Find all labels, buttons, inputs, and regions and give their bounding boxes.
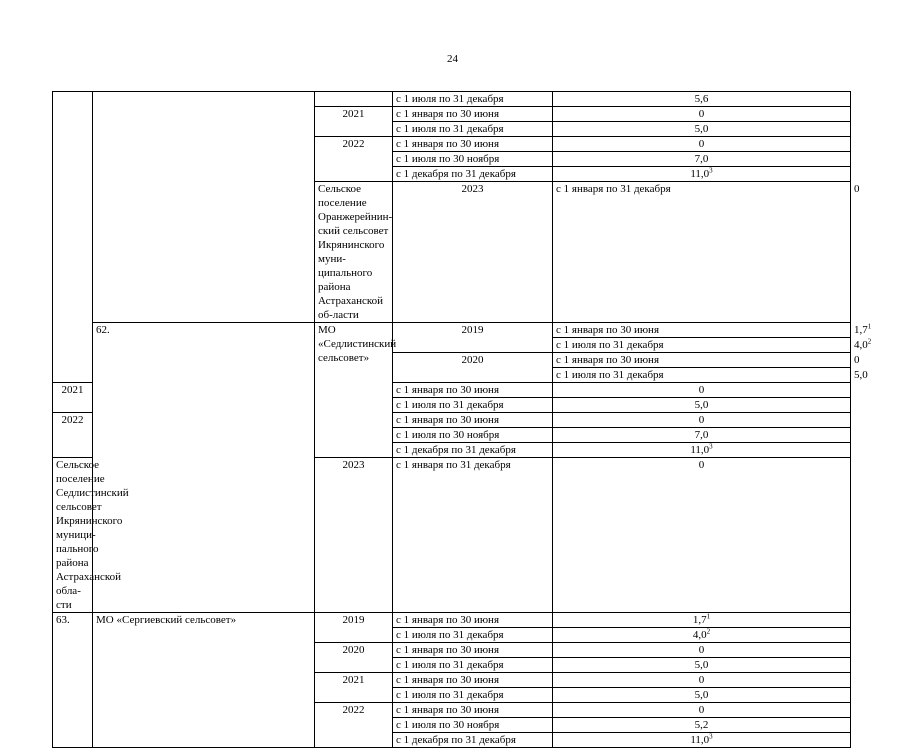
period-cell: с 1 июля по 31 декабря (553, 368, 851, 383)
period-cell: с 1 января по 30 июня (393, 413, 553, 428)
value-text: 4,0 (854, 339, 868, 351)
organization-cell: Сельское поселение Седлистинский сельсовет Икрянинского муници-пального района Астраханской обла-сти (53, 458, 93, 613)
value-cell: 7,0 (553, 152, 851, 167)
year-cell: 2020 (393, 353, 553, 383)
year-cell: 2021 (315, 107, 393, 137)
year-cell: 2019 (315, 613, 393, 643)
period-cell: с 1 января по 31 декабря (393, 458, 553, 613)
period-cell: с 1 января по 30 июня (553, 353, 851, 368)
organization-cell (93, 92, 315, 323)
value-cell: 0 (553, 137, 851, 152)
period-cell: с 1 июля по 31 декабря (393, 122, 553, 137)
value-cell: 0 (553, 107, 851, 122)
year-cell: 2023 (393, 182, 553, 323)
period-cell: с 1 июля по 30 ноября (393, 718, 553, 733)
period-cell: с 1 июля по 31 декабря (393, 658, 553, 673)
period-cell: с 1 января по 30 июня (393, 703, 553, 718)
value-cell: 5,0 (553, 398, 851, 413)
table-row (53, 92, 851, 107)
year-cell: 2021 (53, 383, 93, 413)
period-cell: с 1 июля по 31 декабря (393, 628, 553, 643)
value-cell: 5,0 (553, 658, 851, 673)
footnote-mark: 1 (706, 612, 711, 621)
period-cell: с 1 декабря по 31 декабря (393, 443, 553, 458)
value-cell: 0 (553, 383, 851, 398)
row-number-cell: 62. (93, 323, 315, 613)
page-number: 24 (447, 53, 458, 65)
period-cell: с 1 июля по 30 ноября (393, 152, 553, 167)
value-cell (553, 613, 851, 628)
table-row (53, 613, 851, 628)
value-text: 11,0 (690, 444, 710, 456)
row-number-cell (53, 92, 93, 383)
row-number-cell: 63. (53, 613, 93, 748)
organization-cell: МО «Сергиевский сельсовет» (93, 613, 315, 748)
value-cell: 5,0 (553, 122, 851, 137)
year-cell (315, 92, 393, 107)
value-cell (553, 628, 851, 643)
value-cell: 5,6 (553, 92, 851, 107)
period-cell: с 1 января по 30 июня (393, 643, 553, 658)
value-cell: 0 (553, 458, 851, 613)
period-cell: с 1 января по 30 июня (393, 383, 553, 398)
value-cell: 7,0 (553, 428, 851, 443)
period-cell: с 1 июля по 31 декабря (393, 398, 553, 413)
organization-cell: Сельское поселение Оранжерейнин-ский сельсовет Икрянинского муни-ципального района Астраханской об-ласти (315, 182, 393, 323)
value-cell (553, 443, 851, 458)
table-row: с 1 июля по 31 декабря 5,0 (53, 368, 851, 383)
tariff-table (52, 91, 872, 748)
value-cell (553, 733, 851, 748)
year-cell: 2023 (315, 458, 393, 613)
period-cell: с 1 июля по 31 декабря (393, 688, 553, 703)
year-cell: 2021 (315, 673, 393, 703)
year-cell: 2020 (315, 643, 393, 673)
value-cell: 0 (553, 703, 851, 718)
year-cell: 2022 (315, 703, 393, 748)
period-cell: с 1 января по 31 декабря (553, 182, 851, 323)
period-cell: с 1 января по 30 июня (393, 107, 553, 122)
value-cell: 0 (553, 643, 851, 658)
period-cell: с 1 января по 30 июня (553, 323, 851, 338)
table-row: 2020 с 1 января по 30 июня 0 (53, 353, 851, 368)
footnote-mark: 3 (709, 732, 713, 741)
value-text: 11,0 (690, 734, 710, 746)
footnote-mark: 3 (709, 166, 713, 175)
period-cell: с 1 января по 30 июня (393, 137, 553, 152)
year-cell: 2019 (393, 323, 553, 353)
footnote-mark: 2 (706, 627, 711, 636)
period-cell: с 1 июля по 31 декабря (553, 338, 851, 353)
year-cell: 2022 (315, 137, 393, 182)
value-cell: 0 (553, 673, 851, 688)
period-cell: с 1 июля по 30 ноября (393, 428, 553, 443)
year-cell: 2022 (53, 413, 93, 458)
period-cell: с 1 декабря по 31 декабря (393, 733, 553, 748)
value-text: 4,0 (692, 629, 707, 641)
value-text: 11,0 (690, 168, 710, 180)
period-cell: с 1 декабря по 31 декабря (393, 167, 553, 182)
organization-cell: МО «Седлистинский сельсовет» (315, 323, 393, 458)
value-cell: 5,0 (553, 688, 851, 703)
table-row: Сельское поселение Оранжерейнин-ский сельсовет Икрянинского муни-ципального района Астраханской об-ласти 2023 с 1 января по 31 декабря 0 (53, 182, 851, 323)
footnote-mark: 1 (867, 322, 872, 331)
value-cell: 5,2 (553, 718, 851, 733)
value-text: 1,7 (692, 614, 707, 626)
value-cell: 0 (553, 413, 851, 428)
table-row (53, 323, 851, 338)
footnote-mark: 3 (709, 442, 713, 451)
footnote-mark: 2 (867, 337, 872, 346)
period-cell: с 1 января по 30 июня (393, 613, 553, 628)
value-cell (553, 167, 851, 182)
period-cell: с 1 января по 30 июня (393, 673, 553, 688)
period-cell: с 1 июля по 31 декабря (393, 92, 553, 107)
value-text: 1,7 (854, 324, 868, 336)
